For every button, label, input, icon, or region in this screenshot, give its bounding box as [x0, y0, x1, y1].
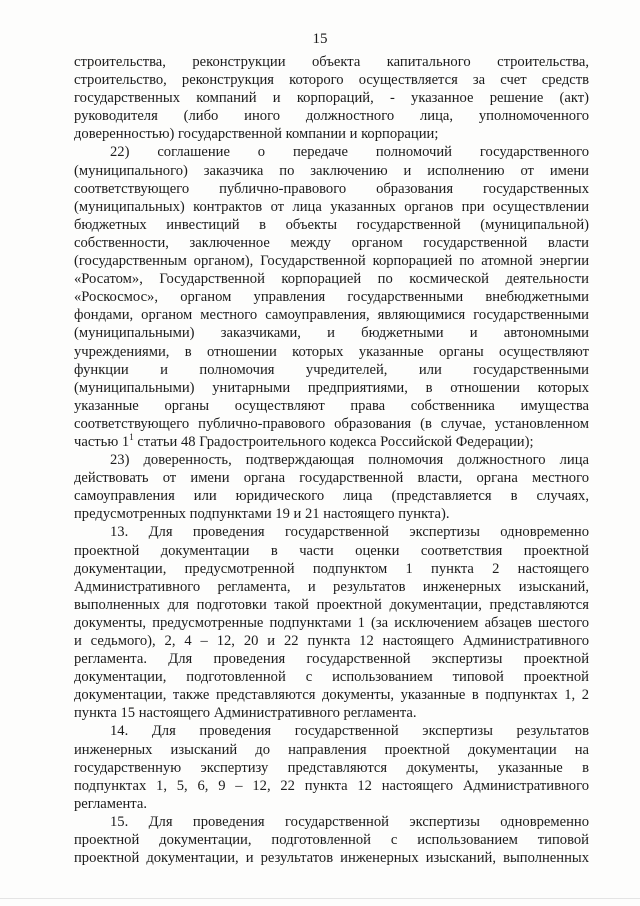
text-line: регламента. Для проведения государственной экспертизы проектной — [74, 651, 589, 668]
text-line: регламента. — [74, 795, 147, 812]
text-line: пункта 15 настоящего Административного регламента. — [74, 705, 417, 722]
text-line: действовать от имени органа государственной власти, органа местного — [74, 470, 589, 487]
text-line: подпунктах 1, 5, 6, 9 – 12, 22 пункта 12 настоящего Административного — [74, 777, 589, 794]
text-line: фондами, органом местного самоуправления, являющимися государственными — [74, 307, 589, 324]
text-fragment: статьи 48 Градостроительного кодекса Российской Федерации); — [133, 433, 534, 450]
text-line: доверенностью) государственной компании и корпорации; — [74, 126, 439, 143]
text-line: «Росатом», Государственной корпорацией по космической деятельности — [74, 271, 589, 288]
text-line: соответствующего публично-правового образования государственных — [74, 180, 589, 197]
text-line: (муниципальными) заказчиками, и бюджетными и автономными — [74, 325, 589, 342]
text-line: документации, предусмотренной подпунктом 1 пункта 2 настоящего — [74, 560, 589, 577]
paragraph-14-first-line: 14. Для проведения государственной экспертизы результатов — [110, 723, 589, 740]
paragraph-23-first-line: 23) доверенность, подтверждающая полномочия должностного лица — [110, 452, 589, 469]
superscript: 1 — [129, 431, 134, 442]
text-line: проектной документации, подготовленной с использованием типовой — [74, 832, 589, 849]
text-line: проектной документации в части оценки соответствия проектной — [74, 542, 589, 559]
document-body — [74, 53, 589, 867]
text-line: строительства, реконструкции объекта капитального строительства, — [74, 54, 589, 70]
page-number: 15 — [312, 31, 328, 47]
text-line: проектной документации, и результатов инженерных изысканий, выполненных — [74, 850, 589, 867]
text-line: Административного регламента, и результатов инженерных изысканий, — [74, 578, 589, 595]
text-line: предусмотренных подпунктами 19 и 21 настоящего пункта). — [74, 506, 450, 523]
paragraph-22-first-line: 22) соглашение о передаче полномочий государственного — [110, 144, 589, 161]
text-fragment: частью 1 — [74, 433, 130, 450]
text-line: указанные органы осуществляют права собственника имущества — [74, 397, 589, 414]
text-line: соответствующего публично-правового образования (в случае, установленном — [74, 415, 589, 432]
text-line-with-superscript — [74, 433, 589, 451]
text-line: (муниципальных) контрактов от лица указанных органов при осуществлении — [74, 198, 589, 215]
paragraph-13-first-line: 13. Для проведения государственной экспертизы одновременно — [110, 524, 589, 541]
text-line: собственности, заключенное между органом государственной власти — [74, 234, 589, 251]
text-line: «Роскосмос», органом управления государственными внебюджетными — [74, 289, 589, 306]
text-line: документации, также представляются документы, указанные в подпунктах 1, 2 — [74, 687, 589, 704]
page-bottom-edge — [0, 898, 640, 899]
text-line: и седьмого), 2, 4 – 12, 20 и 22 пункта 12 настоящего Административного — [74, 633, 589, 649]
text-line: документации, подготовленной с использованием типовой проектной — [74, 669, 589, 686]
text-line: инженерных изысканий до направления проектной документации на — [74, 741, 589, 758]
text-line: бюджетных инвестиций в объекты государственной (муниципальной) — [74, 216, 589, 233]
text-line: учреждениями, в отношении которых указанные органы осуществляют — [74, 343, 589, 360]
text-line: (муниципальными) унитарными предприятиями, в отношении которых — [74, 379, 589, 396]
text-line: государственную экспертизу представляются документы, указанные в — [74, 759, 589, 776]
text-line: строительство, реконструкция которого осуществляется за счет средств — [74, 72, 589, 89]
paragraph-15-first-line: 15. Для проведения государственной экспертизы одновременно — [110, 813, 589, 830]
text-line: государственных компаний и корпораций, - указанное решение (акт) — [74, 90, 589, 107]
text-line: (государственным органом), Государственной корпорацией по атомной энергии — [74, 253, 589, 270]
text-line: руководителя (либо иного должностного лица, уполномоченного — [74, 108, 589, 125]
text-line: (муниципального) заказчика по заключению и исполнению от имени — [74, 162, 589, 179]
text-line: функции и полномочия учредителей, или государственными — [74, 361, 589, 378]
text-line: выполненных для подготовки такой проектной документации, представляются — [74, 596, 589, 613]
text-line: документы, предусмотренные подпунктами 1 (за исключением абзацев шестого — [74, 614, 589, 631]
text-line: самоуправления или юридического лица (представляется в случаях, — [74, 488, 589, 505]
